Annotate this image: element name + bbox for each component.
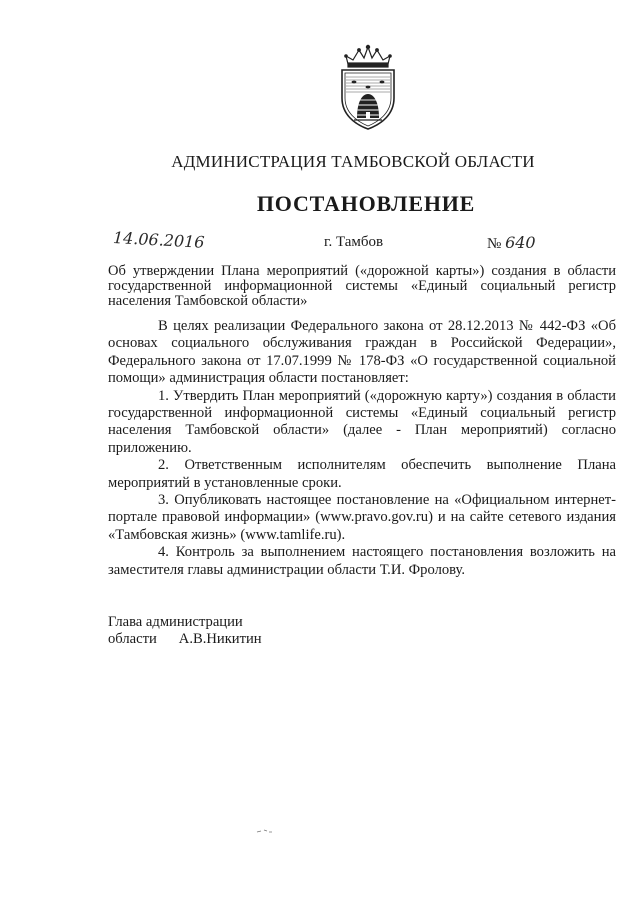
organization-name: АДМИНИСТРАЦИЯ ТАМБОВСКОЙ ОБЛАСТИ — [171, 152, 535, 171]
document-subject: Об утверждении Плана мероприятий («дорожной карты») создания в области государственной информационной системы «Единый социальный регистр населения Тамбовской области» — [108, 263, 616, 309]
coat-of-arms-icon — [330, 44, 406, 130]
clause-3-paragraph: 3. Опубликовать настоящее постановление на «Официальном интернет-портале правовой информации» (www.pravo.gov.ru) и на сайте сетевого издания «Тамбовская жизнь» (www.tamlife.ru). — [108, 492, 616, 543]
number-label: № — [487, 236, 502, 252]
document-type-title: ПОСТАНОВЛЕНИЕ — [256, 191, 476, 216]
document-date: 14.06.2016 — [112, 228, 205, 252]
signature-block — [108, 614, 262, 648]
number-value: 640 — [505, 233, 536, 252]
signatory-name: А.В.Никитин — [178, 631, 262, 647]
preamble-paragraph: В целях реализации Федерального закона от 28.12.2013 № 442-ФЗ «Об основах социального обслуживания граждан в Российской Федерации», Федерального закона от 17.07.1999 № 178-ФЗ «О государственной социальной помощи» администрация области постановляет: — [108, 318, 616, 387]
document-number — [487, 233, 536, 253]
document-city: г. Тамбов — [324, 234, 384, 250]
document-body — [108, 318, 616, 579]
scan-mark-icon — [255, 826, 275, 836]
clause-2-paragraph: 2. Ответственным исполнителям обеспечить выполнение Плана мероприятий в установленные сроки. — [108, 457, 616, 491]
signature-title-region: области — [108, 631, 157, 647]
clause-1-paragraph: 1. Утвердить План мероприятий («дорожную карту») создания в области государственной информационной системы «Единый социальный регистр населения Тамбовской области» (далее - План мероприятий) согласно приложению. — [108, 387, 616, 456]
clause-4-paragraph: 4. Контроль за выполнением настоящего постановления возложить на заместителя главы администрации области Т.И. Фролову. — [108, 544, 616, 578]
signature-title-line1: Глава администрации — [108, 614, 243, 630]
signature-title-line2 — [108, 631, 262, 648]
